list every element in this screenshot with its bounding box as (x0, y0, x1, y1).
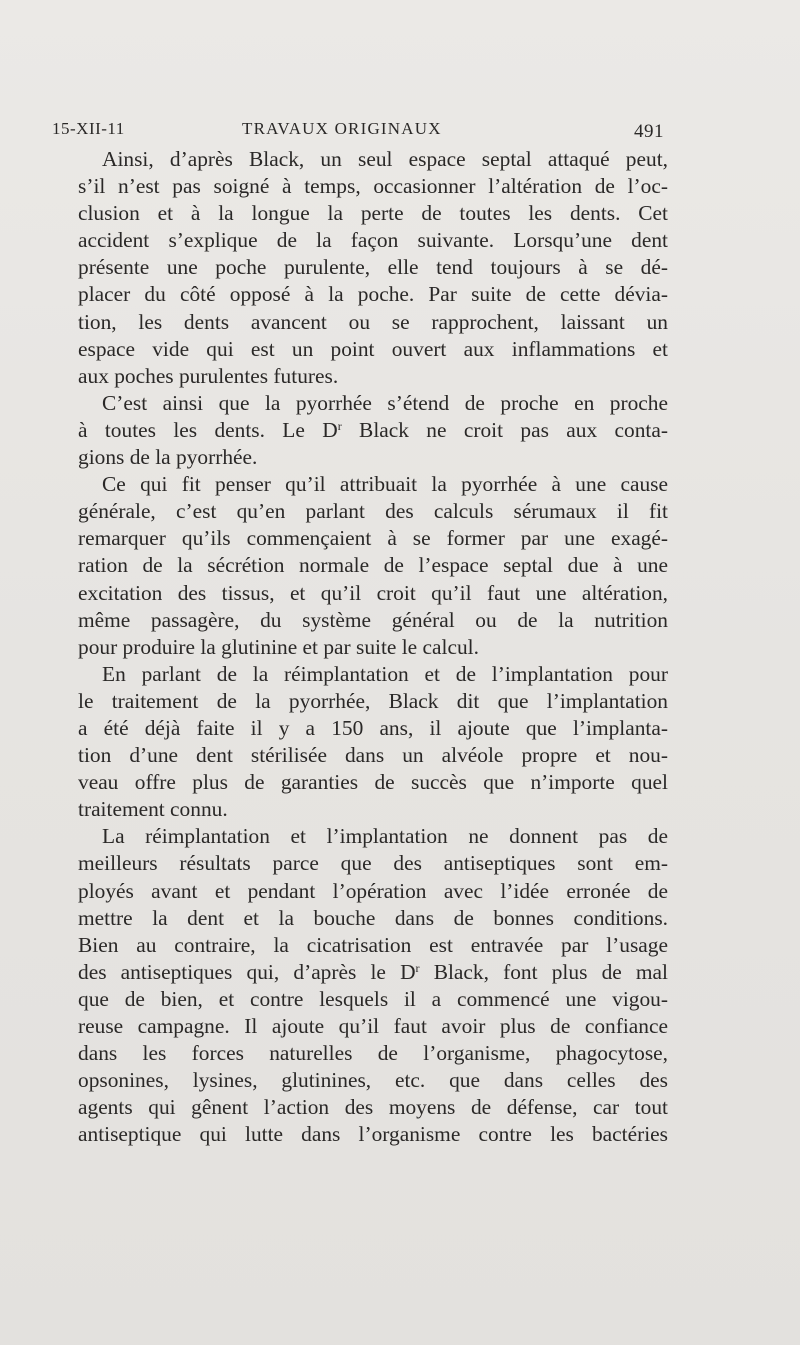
text-line: C’est ainsi que la pyorrhée s’étend de proche en proche (102, 390, 668, 415)
text-line: Ce qui fit penser qu’il attribuait la pyorrhée à une cause (102, 472, 668, 497)
superscript: r (415, 960, 420, 975)
text-line: remarquer qu’ils commençaient à se former par une exagé- (78, 526, 668, 551)
text-line: ration de la sécrétion normale de l’espace septal due à une (78, 553, 668, 578)
text-line: ployés avant et pendant l’opération avec l’idée erronée de (78, 878, 668, 903)
paragraph-4 (54, 661, 668, 824)
text-line: mettre la dent et la bouche dans de bonnes conditions. (78, 905, 668, 930)
text-line: opsonines, lysines, glutinines, etc. que dans celles des (78, 1068, 668, 1093)
page-number: 491 (634, 121, 664, 142)
text-line: le traitement de la pyorrhée, Black dit que l’implantation (78, 688, 668, 713)
text-line: générale, c’est qu’en parlant des calculs sérumaux il fit (78, 499, 668, 524)
text-fragment: à toutes les dents. Le D (78, 417, 338, 442)
text-line: tion d’une dent stérilisée dans un alvéole propre et nou- (78, 743, 668, 768)
text-line: placer du côté opposé à la poche. Par suite de cette dévia- (78, 282, 668, 307)
text-line: La réimplantation et l’implantation ne donnent pas de (102, 824, 668, 849)
running-header (52, 113, 664, 143)
superscript: r (337, 418, 342, 433)
paragraph-2 (54, 390, 668, 471)
text-line: meilleurs résultats parce que des antiseptiques sont em- (78, 851, 668, 876)
text-line: même passagère, du système général ou de la nutrition (78, 607, 668, 632)
text-line: Ainsi, d’après Black, un seul espace septal attaqué peut, (102, 147, 668, 171)
text-line: a été déjà faite il y a 150 ans, il ajoute que l’implanta- (78, 715, 668, 740)
text-line: présente une poche purulente, elle tend toujours à se dé- (78, 255, 668, 280)
text-line: En parlant de la réimplantation et de l’implantation pour (102, 661, 668, 686)
body-text (54, 146, 668, 1148)
paragraph-3 (54, 471, 668, 661)
paragraph-1 (54, 146, 668, 390)
header-section-title: TRAVAUX ORIGINAUX (242, 119, 442, 138)
text-fragment: Black ne croit pas aux conta- (341, 417, 668, 442)
text-line: clusion et à la longue la perte de toutes les dents. Cet (78, 201, 668, 226)
text-line: agents qui gênent l’action des moyens de défense, car tout (78, 1095, 668, 1120)
text-line (54, 959, 668, 986)
text-line: tion, les dents avancent ou se rapprochent, laissant un (78, 309, 668, 334)
text-line: accident s’explique de la façon suivante. Lorsqu’une dent (78, 228, 668, 253)
text-line: s’il n’est pas soigné à temps, occasionner l’altération de l’oc- (78, 174, 668, 199)
text-line: antiseptique qui lutte dans l’organisme contre les bactéries (78, 1122, 668, 1147)
paragraph-5 (54, 823, 668, 1148)
text-line: Bien au contraire, la cicatrisation est entravée par l’usage (78, 932, 668, 957)
text-line: veau offre plus de garanties de succès que n’importe quel (78, 770, 668, 795)
text-line: espace vide qui est un point ouvert aux inflammations et (78, 336, 668, 361)
text-line: gions de la pyorrhée. (78, 445, 258, 470)
text-line: que de bien, et contre lesquels il a commencé une vigou- (78, 986, 668, 1011)
text-line: dans les forces naturelles de l’organisme, phagocytose, (78, 1041, 668, 1066)
text-line: pour produire la glutinine et par suite le calcul. (78, 634, 479, 659)
header-date: 15-XII-11 (52, 119, 125, 138)
text-fragment: des antiseptiques qui, d’après le D (78, 959, 416, 984)
text-fragment: Black, font plus de mal (419, 959, 668, 984)
text-line: traitement connu. (78, 797, 228, 822)
text-line: reuse campagne. Il ajoute qu’il faut avoir plus de confiance (78, 1014, 668, 1038)
text-line: aux poches purulentes futures. (78, 363, 339, 388)
text-line: excitation des tissus, et qu’il croit qu’il faut une altération, (78, 580, 668, 605)
text-line (54, 417, 668, 444)
